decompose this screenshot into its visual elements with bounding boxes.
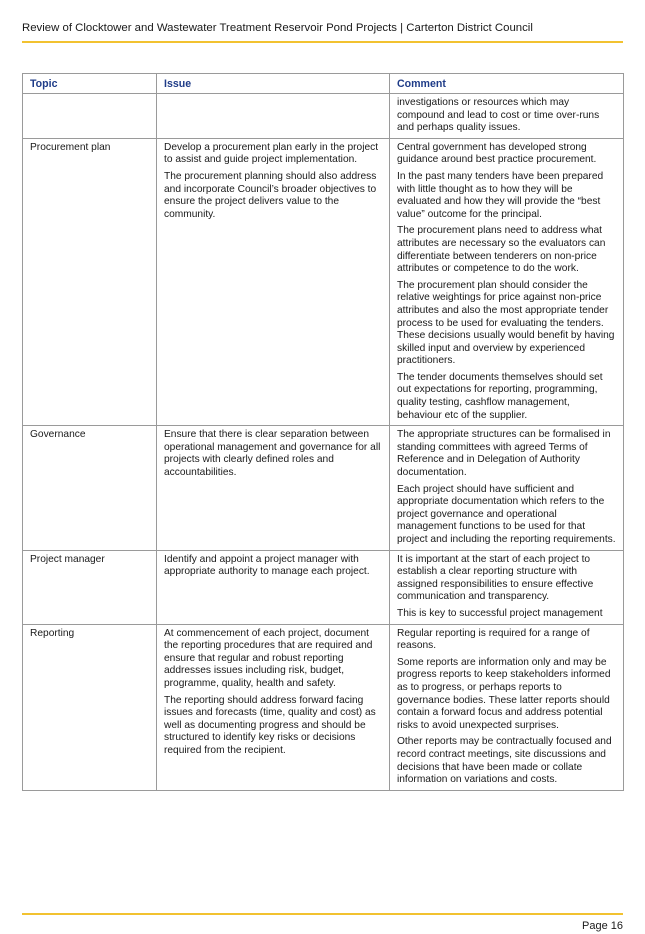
comment-paragraph: Some reports are information only and may be progress reports to keep stakeholders informed as to progress, or perhaps reports to governance bodies. These latter reports should contain a forward focus and address potential risks to avoid unexpected surprises. <box>397 656 611 731</box>
issue-paragraph: The reporting should address forward facing issues and forecasts (time, quality and cost) as well as documenting progress and should be structured to identify key risks or decisions required from the recipient. <box>164 694 376 756</box>
comment-paragraph: Regular reporting is required for a range of reasons. <box>397 627 590 652</box>
issue-paragraph: Identify and appoint a project manager with appropriate authority to manage each project. <box>164 553 370 578</box>
table-row <box>23 138 624 425</box>
comment-paragraph: investigations or resources which may compound and lead to cost or time over-runs and perhaps quality issues. <box>397 97 600 134</box>
comment-paragraph: In the past many tenders have been prepared with little thought as to how they will be evaluated and how they will provide the “best value” outcome for the principal. <box>397 170 604 220</box>
table-row <box>23 550 624 624</box>
topic-cell: Procurement plan <box>23 138 157 425</box>
issue-paragraph: At commencement of each project, document the reporting procedures that are required and ensure that regular and robust reporting addresses issues including risk, budget, programme, quality, health and safety. <box>164 627 373 689</box>
issue-cell <box>157 138 390 425</box>
comment-paragraph: It is important at the start of each project to establish a clear reporting structure with assigned responsibilities to ensure effective communication and transparency. <box>397 553 594 603</box>
comment-paragraph: Central government has developed strong guidance around best practice procurement. <box>397 141 597 166</box>
issue-cell <box>157 426 390 550</box>
comment-cell <box>390 426 624 550</box>
column-header-issue: Issue <box>157 74 390 94</box>
issue-cell <box>157 550 390 624</box>
comment-cell <box>390 138 624 425</box>
review-table <box>22 73 624 791</box>
comment-paragraph: Other reports may be contractually focused and record contract meetings, site discussions and decisions that have been made or collate information on variations and costs. <box>397 736 612 786</box>
comment-paragraph: The tender documents themselves should set out expectations for reporting, programming, quality testing, cashflow management, behaviour etc of the supplier. <box>397 371 603 421</box>
comment-paragraph: The appropriate structures can be formalised in standing committees with agreed Terms of Reference and in Delegation of Authority documentation. <box>397 429 611 479</box>
comment-paragraph: Each project should have sufficient and appropriate documentation which refers to the project governance and operational management functions to be used for that project and including the reporting requirements. <box>397 483 616 545</box>
table-row <box>23 624 624 790</box>
comment-paragraph: This is key to successful project management <box>397 607 603 619</box>
topic-cell: Governance <box>23 426 157 550</box>
topic-cell: Reporting <box>23 624 157 790</box>
table-row <box>23 426 624 550</box>
comment-cell <box>390 550 624 624</box>
comment-paragraph: The procurement plan should consider the relative weightings for price against non-price attributes and also the most appropriate tender process to be used for evaluating the tenders. These decisions usually would benefit by having skilled input and overview by experienced practitioners. <box>397 279 615 367</box>
comment-cell <box>390 624 624 790</box>
table-row <box>23 94 624 139</box>
topic-cell: Project manager <box>23 550 157 624</box>
column-header-topic: Topic <box>23 74 157 94</box>
topic-cell <box>23 94 157 139</box>
issue-paragraph: Ensure that there is clear separation between operational management and governance for all projects with clearly defined roles and accountabilities. <box>164 429 381 479</box>
issue-paragraph: Develop a procurement plan early in the project to assist and guide project implementation. <box>164 141 379 166</box>
issue-cell <box>157 94 390 139</box>
issue-cell <box>157 624 390 790</box>
page-number: Page 16 <box>582 920 623 932</box>
document-header-title: Review of Clocktower and Wastewater Treatment Reservoir Pond Projects | Carterton District Council <box>22 22 533 34</box>
footer-divider <box>22 913 623 915</box>
comment-paragraph: The procurement plans need to address what attributes are necessary so the evaluators can differentiate between tenderers on non-price attributes or competence to do the work. <box>397 225 606 275</box>
header-divider <box>22 41 623 43</box>
table-header-row <box>23 74 624 94</box>
column-header-comment: Comment <box>390 74 624 94</box>
issue-paragraph: The procurement planning should also address and incorporate Council’s broader objectives to ensure the project delivers value to the community. <box>164 170 377 220</box>
comment-cell <box>390 94 624 139</box>
